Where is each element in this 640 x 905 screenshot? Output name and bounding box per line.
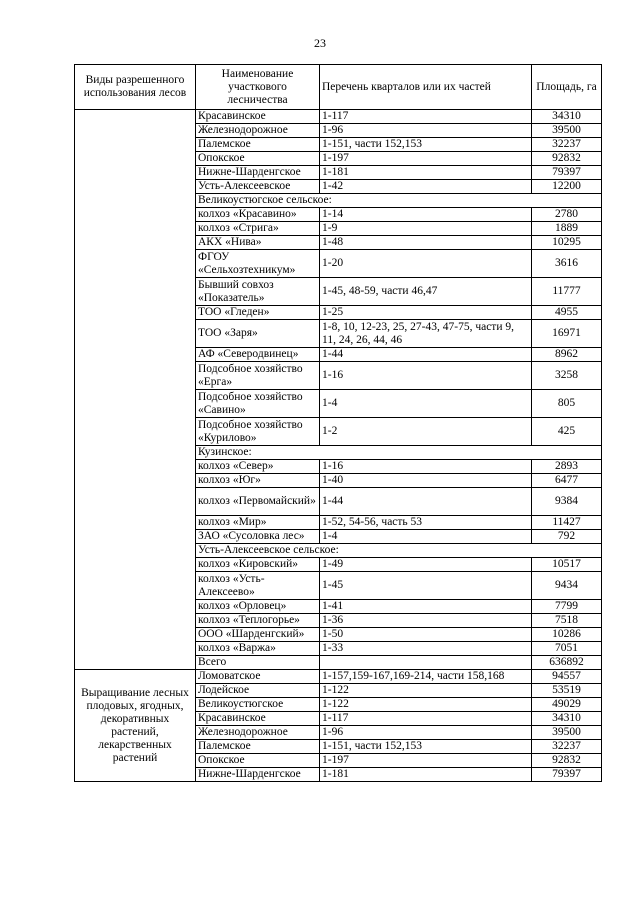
section-heading-cell: Великоустюгское сельское:	[196, 194, 602, 208]
area-cell: 79397	[532, 166, 602, 180]
quarters-cell: 1-8, 10, 12-23, 25, 27-43, 47-75, части 9, 11, 24, 26, 44, 46	[320, 320, 532, 348]
quarters-cell: 1-44	[320, 488, 532, 516]
area-cell: 6477	[532, 474, 602, 488]
area-cell: 4955	[532, 306, 602, 320]
header-quarters: Перечень кварталов или их частей	[320, 65, 532, 110]
district-name-cell: Лодейское	[196, 684, 320, 698]
quarters-cell: 1-197	[320, 152, 532, 166]
area-cell: 32237	[532, 138, 602, 152]
district-name-cell: колхоз «Орловец»	[196, 600, 320, 614]
quarters-cell: 1-48	[320, 236, 532, 250]
district-name-cell: Усть-Алексеевское	[196, 180, 320, 194]
district-name-cell: Великоустюгское	[196, 698, 320, 712]
quarters-cell: 1-45	[320, 572, 532, 600]
quarters-cell: 1-117	[320, 110, 532, 124]
quarters-cell: 1-2	[320, 418, 532, 446]
usage-cell	[75, 110, 196, 670]
district-name-cell: Подсобное хозяйство «Ерга»	[196, 362, 320, 390]
district-name-cell: ТОО «Гледен»	[196, 306, 320, 320]
district-name-cell: Нижне-Шарденгское	[196, 166, 320, 180]
quarters-cell: 1-4	[320, 390, 532, 418]
quarters-cell: 1-45, 48-59, части 46,47	[320, 278, 532, 306]
quarters-cell: 1-4	[320, 530, 532, 544]
header-usage: Виды разрешенного использования лесов	[75, 65, 196, 110]
quarters-cell: 1-36	[320, 614, 532, 628]
district-name-cell: Палемское	[196, 138, 320, 152]
area-cell: 12200	[532, 180, 602, 194]
district-name-cell: АФ «Северодвинец»	[196, 348, 320, 362]
quarters-cell: 1-41	[320, 600, 532, 614]
area-cell: 11777	[532, 278, 602, 306]
header-area: Площадь, га	[532, 65, 602, 110]
quarters-cell: 1-181	[320, 768, 532, 782]
district-name-cell: Опокское	[196, 754, 320, 768]
district-name-cell: ЗАО «Сусоловка лес»	[196, 530, 320, 544]
district-name-cell: Подсобное хозяйство «Савино»	[196, 390, 320, 418]
district-name-cell: Красавинское	[196, 110, 320, 124]
quarters-cell: 1-122	[320, 698, 532, 712]
district-name-cell: колхоз «Красавино»	[196, 208, 320, 222]
area-cell: 805	[532, 390, 602, 418]
quarters-cell	[320, 656, 532, 670]
area-cell: 49029	[532, 698, 602, 712]
district-name-cell: Железнодорожное	[196, 726, 320, 740]
area-cell: 16971	[532, 320, 602, 348]
table-body	[75, 110, 602, 782]
district-name-cell: Красавинское	[196, 712, 320, 726]
quarters-cell: 1-16	[320, 460, 532, 474]
area-cell: 92832	[532, 152, 602, 166]
area-cell: 425	[532, 418, 602, 446]
quarters-cell: 1-122	[320, 684, 532, 698]
quarters-cell: 1-50	[320, 628, 532, 642]
quarters-cell: 1-14	[320, 208, 532, 222]
quarters-cell: 1-151, части 152,153	[320, 740, 532, 754]
table-row	[75, 110, 602, 124]
quarters-cell: 1-40	[320, 474, 532, 488]
page-number: 23	[314, 36, 326, 50]
forest-usage-table	[74, 64, 602, 782]
table-header-row	[75, 65, 602, 110]
area-cell: 39500	[532, 124, 602, 138]
area-cell: 32237	[532, 740, 602, 754]
area-cell: 2780	[532, 208, 602, 222]
district-name-cell: колхоз «Кировский»	[196, 558, 320, 572]
district-name-cell: колхоз «Варжа»	[196, 642, 320, 656]
area-cell: 10295	[532, 236, 602, 250]
district-name-cell: ООО «Шарденгский»	[196, 628, 320, 642]
quarters-cell: 1-117	[320, 712, 532, 726]
quarters-cell: 1-20	[320, 250, 532, 278]
district-name-cell: колхоз «Мир»	[196, 516, 320, 530]
table-row	[75, 670, 602, 684]
area-cell: 39500	[532, 726, 602, 740]
area-cell: 3258	[532, 362, 602, 390]
area-cell: 9384	[532, 488, 602, 516]
area-cell: 10286	[532, 628, 602, 642]
district-name-cell: Всего	[196, 656, 320, 670]
district-name-cell: колхоз «Север»	[196, 460, 320, 474]
district-name-cell: Ломоватское	[196, 670, 320, 684]
header-district: Наименование участкового лесничества	[196, 65, 320, 110]
quarters-cell: 1-16	[320, 362, 532, 390]
quarters-cell: 1-52, 54-56, часть 53	[320, 516, 532, 530]
quarters-cell: 1-49	[320, 558, 532, 572]
district-name-cell: колхоз «Стрига»	[196, 222, 320, 236]
quarters-cell: 1-197	[320, 754, 532, 768]
area-cell: 11427	[532, 516, 602, 530]
area-cell: 53519	[532, 684, 602, 698]
quarters-cell: 1-44	[320, 348, 532, 362]
quarters-cell: 1-181	[320, 166, 532, 180]
section-heading-cell: Усть-Алексеевское сельское:	[196, 544, 602, 558]
area-cell: 7051	[532, 642, 602, 656]
area-cell: 7799	[532, 600, 602, 614]
quarters-cell: 1-42	[320, 180, 532, 194]
area-cell: 94557	[532, 670, 602, 684]
quarters-cell: 1-151, части 152,153	[320, 138, 532, 152]
area-cell: 792	[532, 530, 602, 544]
area-cell: 79397	[532, 768, 602, 782]
area-cell: 3616	[532, 250, 602, 278]
area-cell: 1889	[532, 222, 602, 236]
quarters-cell: 1-96	[320, 124, 532, 138]
area-cell: 2893	[532, 460, 602, 474]
district-name-cell: Железнодорожное	[196, 124, 320, 138]
area-cell: 9434	[532, 572, 602, 600]
area-cell: 636892	[532, 656, 602, 670]
district-name-cell: ФГОУ «Сельхозтехникум»	[196, 250, 320, 278]
area-cell: 10517	[532, 558, 602, 572]
district-name-cell: Опокское	[196, 152, 320, 166]
quarters-cell: 1-33	[320, 642, 532, 656]
district-name-cell: Палемское	[196, 740, 320, 754]
district-name-cell: Бывший совхоз «Показатель»	[196, 278, 320, 306]
usage-cell: Выращивание лесных плодовых, ягодных, декоративных растений, лекарственных растений	[75, 670, 196, 782]
district-name-cell: Подсобное хозяйство «Курилово»	[196, 418, 320, 446]
quarters-cell: 1-96	[320, 726, 532, 740]
quarters-cell: 1-25	[320, 306, 532, 320]
quarters-cell: 1-9	[320, 222, 532, 236]
district-name-cell: колхоз «Первомайский»	[196, 488, 320, 516]
section-heading-cell: Кузинское:	[196, 446, 602, 460]
district-name-cell: ТОО «Заря»	[196, 320, 320, 348]
area-cell: 7518	[532, 614, 602, 628]
district-name-cell: колхоз «Теплогорье»	[196, 614, 320, 628]
district-name-cell: колхоз «Усть-Алексеево»	[196, 572, 320, 600]
area-cell: 34310	[532, 712, 602, 726]
quarters-cell: 1-157,159-167,169-214, части 158,168	[320, 670, 532, 684]
district-name-cell: АКХ «Нива»	[196, 236, 320, 250]
area-cell: 92832	[532, 754, 602, 768]
area-cell: 8962	[532, 348, 602, 362]
district-name-cell: колхоз «Юг»	[196, 474, 320, 488]
area-cell: 34310	[532, 110, 602, 124]
district-name-cell: Нижне-Шарденгское	[196, 768, 320, 782]
